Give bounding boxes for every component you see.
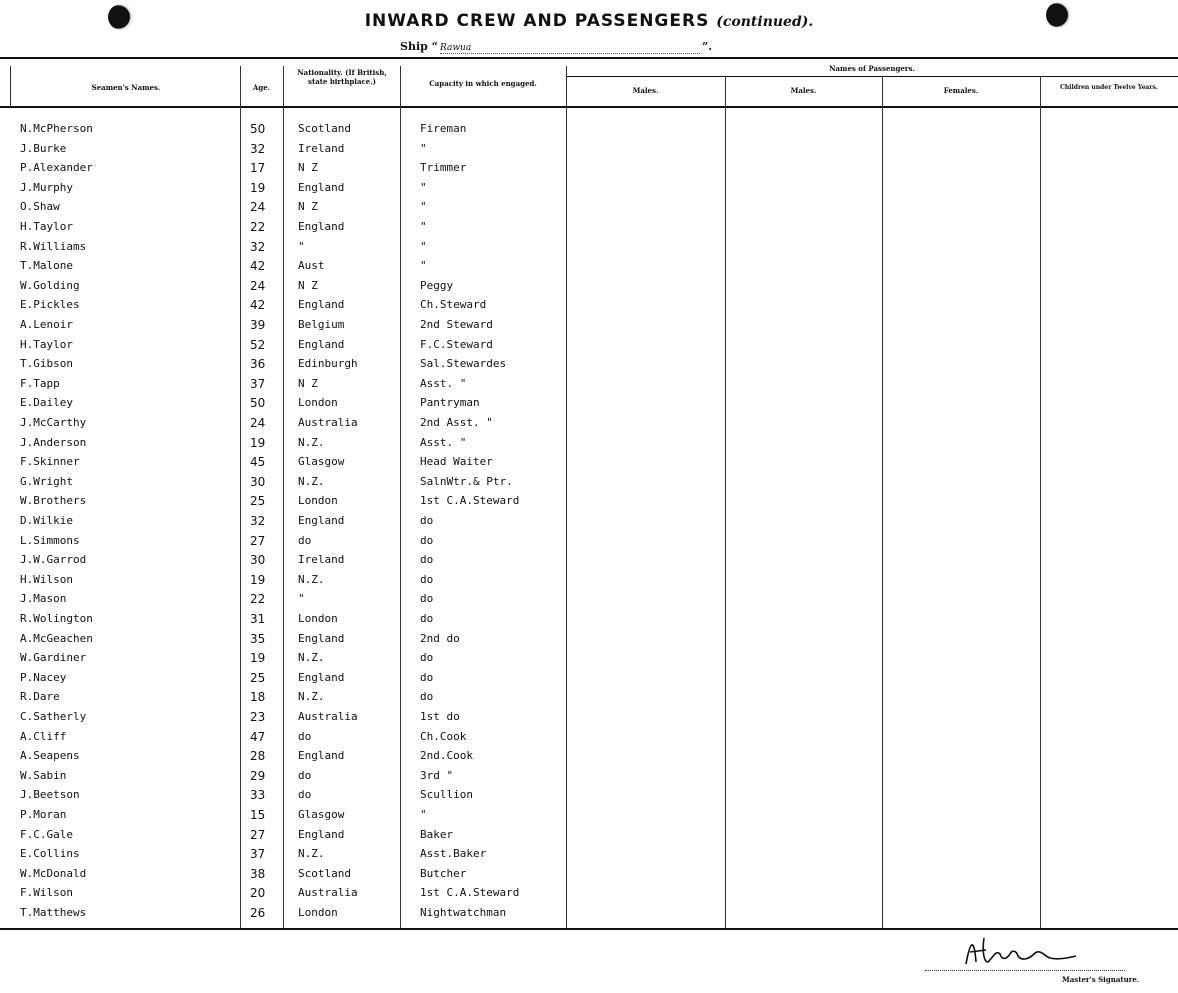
- seaman-nationality: ": [298, 592, 305, 605]
- seaman-capacity: ": [420, 200, 427, 213]
- seaman-name: H.Taylor: [20, 338, 73, 351]
- seaman-capacity: 2nd Steward: [420, 318, 493, 331]
- seaman-age: 30: [250, 553, 266, 567]
- seaman-capacity: Fireman: [420, 122, 467, 135]
- signature-label: Master's Signature.: [1062, 975, 1140, 984]
- seaman-capacity: Sal.Stewardes: [420, 357, 507, 370]
- seaman-capacity: do: [420, 553, 434, 566]
- passengers-subheader-rule: [566, 76, 1178, 77]
- seaman-name: T.Matthews: [20, 906, 87, 919]
- seaman-age: 36: [250, 357, 266, 371]
- ship-line: [400, 40, 712, 54]
- seaman-capacity: Butcher: [420, 867, 467, 880]
- seaman-nationality: N.Z.: [298, 475, 325, 488]
- seaman-nationality: do: [298, 769, 312, 782]
- seaman-age: 25: [250, 671, 266, 685]
- seaman-name: W.Sabin: [20, 769, 67, 782]
- seaman-age: 23: [250, 710, 266, 724]
- seaman-nationality: N Z: [298, 200, 318, 213]
- seaman-name: W.McDonald: [20, 867, 87, 880]
- seaman-capacity: do: [420, 534, 434, 547]
- ship-close: ”.: [701, 40, 713, 53]
- seaman-age: 32: [250, 142, 266, 156]
- seaman-age: 42: [250, 259, 266, 273]
- seaman-name: W.Gardiner: [20, 651, 87, 664]
- seaman-name: A.McGeachen: [20, 632, 93, 645]
- seaman-age: 39: [250, 318, 266, 332]
- seaman-name: P.Nacey: [20, 671, 67, 684]
- seaman-nationality: N.Z.: [298, 847, 325, 860]
- seaman-name: H.Taylor: [20, 220, 73, 233]
- seaman-capacity: ": [420, 808, 427, 821]
- seaman-name: J.Beetson: [20, 788, 80, 801]
- seaman-nationality: ": [298, 240, 305, 253]
- seaman-capacity: do: [420, 514, 434, 527]
- seaman-capacity: Peggy: [420, 279, 454, 292]
- seaman-name: W.Brothers: [20, 494, 87, 507]
- seaman-name: H.Wilson: [20, 573, 73, 586]
- seaman-nationality: N Z: [298, 279, 318, 292]
- seaman-nationality: Glasgow: [298, 455, 345, 468]
- seaman-name: J.Burke: [20, 142, 67, 155]
- seaman-name: A.Seapens: [20, 749, 80, 762]
- seaman-capacity: 1st do: [420, 710, 460, 723]
- seaman-capacity: 2nd Asst. ": [420, 416, 493, 429]
- seaman-nationality: Glasgow: [298, 808, 345, 821]
- seaman-name: N.McPherson: [20, 122, 93, 135]
- seaman-capacity: 2nd.Cook: [420, 749, 473, 762]
- seaman-age: 18: [250, 690, 266, 704]
- seaman-age: 52: [250, 338, 266, 352]
- seaman-capacity: 3rd ": [420, 769, 454, 782]
- seaman-name: R.Williams: [20, 240, 87, 253]
- seaman-name: J.Anderson: [20, 436, 87, 449]
- seaman-age: 50: [250, 396, 266, 410]
- seaman-nationality: do: [298, 730, 312, 743]
- seaman-name: J.Murphy: [20, 181, 73, 194]
- column-rule: [283, 66, 284, 928]
- seaman-capacity: do: [420, 651, 434, 664]
- column-rule: [240, 66, 241, 928]
- seaman-age: 19: [250, 436, 266, 450]
- seaman-age: 37: [250, 377, 266, 391]
- seaman-name: T.Gibson: [20, 357, 73, 370]
- seaman-age: 19: [250, 651, 266, 665]
- seaman-name: F.Skinner: [20, 455, 80, 468]
- header-children: Children under Twelve Years.: [1060, 84, 1158, 91]
- seaman-age: 15: [250, 808, 266, 822]
- seaman-capacity: Pantryman: [420, 396, 480, 409]
- seaman-nationality: do: [298, 788, 312, 801]
- seaman-nationality: London: [298, 906, 338, 919]
- seaman-name: T.Malone: [20, 259, 73, 272]
- seaman-nationality: Edinburgh: [298, 357, 358, 370]
- seaman-age: 47: [250, 730, 266, 744]
- seaman-age: 42: [250, 298, 266, 312]
- seaman-nationality: England: [298, 749, 345, 762]
- seaman-name: E.Dailey: [20, 396, 73, 409]
- header-bottom-rule: [0, 106, 1178, 108]
- seaman-name: E.Pickles: [20, 298, 80, 311]
- seaman-age: 20: [250, 886, 266, 900]
- seaman-capacity: do: [420, 573, 434, 586]
- seaman-age: 29: [250, 769, 266, 783]
- seaman-name: J.Mason: [20, 592, 67, 605]
- seaman-age: 35: [250, 632, 266, 646]
- seaman-age: 32: [250, 514, 266, 528]
- seaman-capacity: do: [420, 690, 434, 703]
- signature-text: H.Fletcher: [1020, 946, 1027, 947]
- seaman-age: 28: [250, 749, 266, 763]
- seaman-age: 30: [250, 475, 266, 489]
- seaman-nationality: England: [298, 220, 345, 233]
- title-text: INWARD CREW AND PASSENGERS: [364, 11, 710, 31]
- seaman-nationality: London: [298, 494, 338, 507]
- seaman-nationality: England: [298, 632, 345, 645]
- column-rule: [400, 66, 401, 928]
- header-nationality: Nationality. (If British, state birthplace.): [297, 68, 387, 86]
- header-age: Age.: [252, 83, 271, 92]
- seaman-name: J.W.Garrod: [20, 553, 87, 566]
- seaman-nationality: N.Z.: [298, 436, 325, 449]
- seaman-nationality: Aust: [298, 259, 325, 272]
- seaman-capacity: ": [420, 181, 427, 194]
- seaman-capacity: ": [420, 240, 427, 253]
- seaman-age: 37: [250, 847, 266, 861]
- seaman-capacity: Scullion: [420, 788, 473, 801]
- seaman-nationality: London: [298, 396, 338, 409]
- seaman-name: C.Satherly: [20, 710, 87, 723]
- title-suffix: (continued).: [716, 14, 814, 30]
- seaman-name: G.Wright: [20, 475, 73, 488]
- seaman-age: 22: [250, 592, 266, 606]
- header-name: Seamen's Names.: [91, 83, 161, 92]
- seaman-capacity: ": [420, 220, 427, 233]
- seaman-name: F.Tapp: [20, 377, 60, 390]
- column-rule: [882, 76, 883, 928]
- seaman-nationality: Australia: [298, 416, 358, 429]
- seaman-name: W.Golding: [20, 279, 80, 292]
- column-rule: [1040, 76, 1041, 928]
- seaman-nationality: England: [298, 828, 345, 841]
- seaman-capacity: Asst.Baker: [420, 847, 487, 860]
- signature-line: [925, 970, 1125, 971]
- seaman-capacity: SalnWtr.& Ptr.: [420, 475, 513, 488]
- seaman-name: F.C.Gale: [20, 828, 73, 841]
- seaman-nationality: England: [298, 671, 345, 684]
- seaman-name: R.Dare: [20, 690, 60, 703]
- seaman-age: 31: [250, 612, 266, 626]
- seaman-nationality: London: [298, 612, 338, 625]
- seaman-nationality: Ireland: [298, 553, 345, 566]
- seaman-capacity: 1st C.A.Steward: [420, 886, 520, 899]
- seaman-capacity: do: [420, 671, 434, 684]
- seaman-capacity: 2nd do: [420, 632, 460, 645]
- seaman-name: D.Wilkie: [20, 514, 73, 527]
- table-bottom-rule: [0, 928, 1178, 930]
- seaman-capacity: Ch.Steward: [420, 298, 487, 311]
- ship-label: Ship “: [400, 40, 438, 53]
- seaman-name: L.Simmons: [20, 534, 80, 547]
- seaman-nationality: England: [298, 338, 345, 351]
- seaman-age: 25: [250, 494, 266, 508]
- seaman-age: 32: [250, 240, 266, 254]
- seaman-capacity: do: [420, 612, 434, 625]
- header-capacity: Capacity in which engaged.: [429, 79, 537, 88]
- seaman-capacity: do: [420, 592, 434, 605]
- seaman-nationality: England: [298, 514, 345, 527]
- seaman-age: 19: [250, 181, 266, 195]
- seaman-capacity: Head Waiter: [420, 455, 493, 468]
- seaman-nationality: Australia: [298, 710, 358, 723]
- seaman-capacity: Trimmer: [420, 161, 467, 174]
- seaman-age: 24: [250, 416, 266, 430]
- seaman-capacity: Asst. ": [420, 436, 467, 449]
- seaman-age: 27: [250, 534, 266, 548]
- seaman-capacity: F.C.Steward: [420, 338, 493, 351]
- ship-name: Rawua: [440, 43, 700, 54]
- header-passengers: Names of Passengers.: [829, 64, 915, 73]
- seaman-nationality: Scotland: [298, 867, 351, 880]
- seaman-nationality: N.Z.: [298, 651, 325, 664]
- seaman-age: 33: [250, 788, 266, 802]
- table-top-rule: [0, 57, 1178, 59]
- seaman-age: 17: [250, 161, 266, 175]
- master-signature: [960, 932, 1080, 972]
- header-males-2: Males.: [790, 86, 817, 95]
- seaman-nationality: N Z: [298, 161, 318, 174]
- seaman-nationality: Scotland: [298, 122, 351, 135]
- column-rule: [10, 66, 11, 106]
- seaman-nationality: N.Z.: [298, 690, 325, 703]
- seaman-name: P.Alexander: [20, 161, 93, 174]
- seaman-age: 50: [250, 122, 266, 136]
- seaman-capacity: Ch.Cook: [420, 730, 467, 743]
- seaman-capacity: ": [420, 142, 427, 155]
- seaman-age: 27: [250, 828, 266, 842]
- seaman-age: 24: [250, 279, 266, 293]
- seaman-age: 26: [250, 906, 266, 920]
- seaman-capacity: ": [420, 259, 427, 272]
- seaman-capacity: Nightwatchman: [420, 906, 507, 919]
- seaman-age: 19: [250, 573, 266, 587]
- seaman-nationality: N Z: [298, 377, 318, 390]
- header-females: Females.: [943, 86, 979, 95]
- seaman-nationality: Ireland: [298, 142, 345, 155]
- seaman-nationality: Belgium: [298, 318, 345, 331]
- seaman-nationality: Australia: [298, 886, 358, 899]
- seaman-name: P.Moran: [20, 808, 67, 821]
- header-males-1: Males.: [632, 86, 659, 95]
- column-rule: [566, 66, 567, 928]
- seaman-age: 24: [250, 200, 266, 214]
- seaman-name: O.Shaw: [20, 200, 60, 213]
- seaman-nationality: England: [298, 181, 345, 194]
- seaman-name: A.Cliff: [20, 730, 67, 743]
- seaman-nationality: N.Z.: [298, 573, 325, 586]
- seaman-age: 45: [250, 455, 266, 469]
- column-rule: [725, 76, 726, 928]
- seaman-name: A.Lenoir: [20, 318, 73, 331]
- seaman-nationality: England: [298, 298, 345, 311]
- seaman-nationality: do: [298, 534, 312, 547]
- seaman-age: 38: [250, 867, 266, 881]
- seaman-age: 22: [250, 220, 266, 234]
- seaman-name: R.Wolington: [20, 612, 93, 625]
- page-title: [0, 11, 1178, 31]
- seaman-name: J.McCarthy: [20, 416, 87, 429]
- seaman-capacity: Baker: [420, 828, 454, 841]
- seaman-capacity: Asst. ": [420, 377, 467, 390]
- seaman-name: E.Collins: [20, 847, 80, 860]
- seaman-name: F.Wilson: [20, 886, 73, 899]
- seaman-capacity: 1st C.A.Steward: [420, 494, 520, 507]
